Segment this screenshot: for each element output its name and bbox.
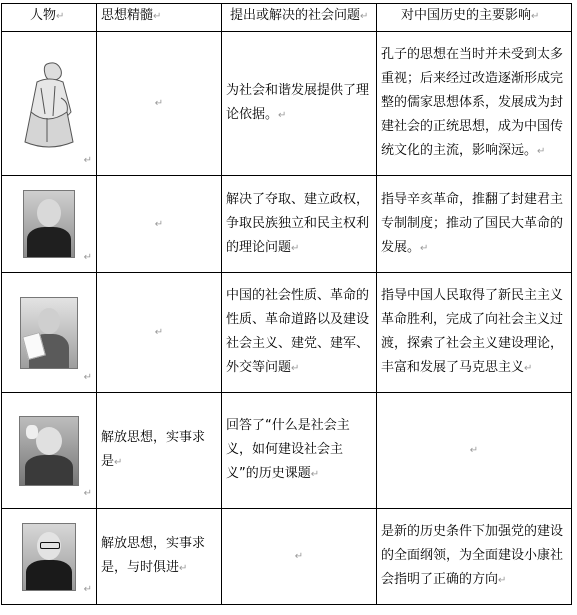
essence-cell: ↵ bbox=[97, 32, 222, 176]
problem-cell: 解决了夺取、建立政权，争取民族独立和民主权利的理论问题↵ bbox=[222, 176, 377, 273]
problem-cell: 中国的社会性质、革命的性质、革命道路以及建设社会主义、建党、建军、外交等问题↵ bbox=[222, 273, 377, 393]
problem-cell: ↵ bbox=[222, 509, 377, 605]
influence-cell: 孔子的思想在当时并未受到太多重视；后来经过改造逐渐形成完整的儒家思想体系，发展成为封建社会的正统思想，成为中国传统文化的主流，影响深远。↵ bbox=[377, 32, 572, 176]
history-figures-table bbox=[1, 3, 572, 605]
table-header-row bbox=[2, 4, 572, 32]
portrait-cell: ↵ bbox=[2, 509, 97, 605]
table-row bbox=[2, 273, 572, 393]
portrait-cell: ↵ bbox=[2, 32, 97, 176]
portrait-cell: ↵ bbox=[2, 393, 97, 509]
table-row bbox=[2, 32, 572, 176]
problem-cell: 为社会和谐发展提供了理论依据。↵ bbox=[222, 32, 377, 176]
essence-cell: ↵ bbox=[97, 273, 222, 393]
mao-zedong-photo-portrait bbox=[20, 297, 78, 369]
table-row bbox=[2, 509, 572, 605]
header-person: 人物↵ bbox=[2, 4, 97, 32]
deng-xiaoping-photo-portrait bbox=[19, 416, 79, 486]
table-row bbox=[2, 176, 572, 273]
table-row bbox=[2, 393, 572, 509]
jiang-zemin-photo-portrait bbox=[22, 523, 76, 591]
header-essence: 思想精髓↵ bbox=[97, 4, 222, 32]
influence-cell: 指导中国人民取得了新民主主义革命胜利，完成了向社会主义过渡，探索了社会主义建设理论，丰富和发展了马克思主义↵ bbox=[377, 273, 572, 393]
influence-cell: 是新的历史条件下加强党的建设的全面纲领，为全面建设小康社会指明了正确的方向↵ bbox=[377, 509, 572, 605]
confucius-sketch-portrait bbox=[17, 58, 81, 150]
essence-cell: ↵ bbox=[97, 176, 222, 273]
sun-yat-sen-photo-portrait bbox=[23, 190, 75, 258]
influence-cell: 指导辛亥革命，推翻了封建君主专制制度；推动了国民大革命的发展。↵ bbox=[377, 176, 572, 273]
header-problem: 提出或解决的社会问题↵ bbox=[222, 4, 377, 32]
header-influence: 对中国历史的主要影响↵ bbox=[377, 4, 572, 32]
influence-cell: ↵ bbox=[377, 393, 572, 509]
essence-cell: 解放思想，实事求是↵ bbox=[97, 393, 222, 509]
portrait-cell: ↵ bbox=[2, 273, 97, 393]
essence-cell: 解放思想，实事求是，与时俱进↵ bbox=[97, 509, 222, 605]
problem-cell: 回答了“什么是社会主义，如何建设社会主义”的历史课题↵ bbox=[222, 393, 377, 509]
portrait-cell: ↵ bbox=[2, 176, 97, 273]
